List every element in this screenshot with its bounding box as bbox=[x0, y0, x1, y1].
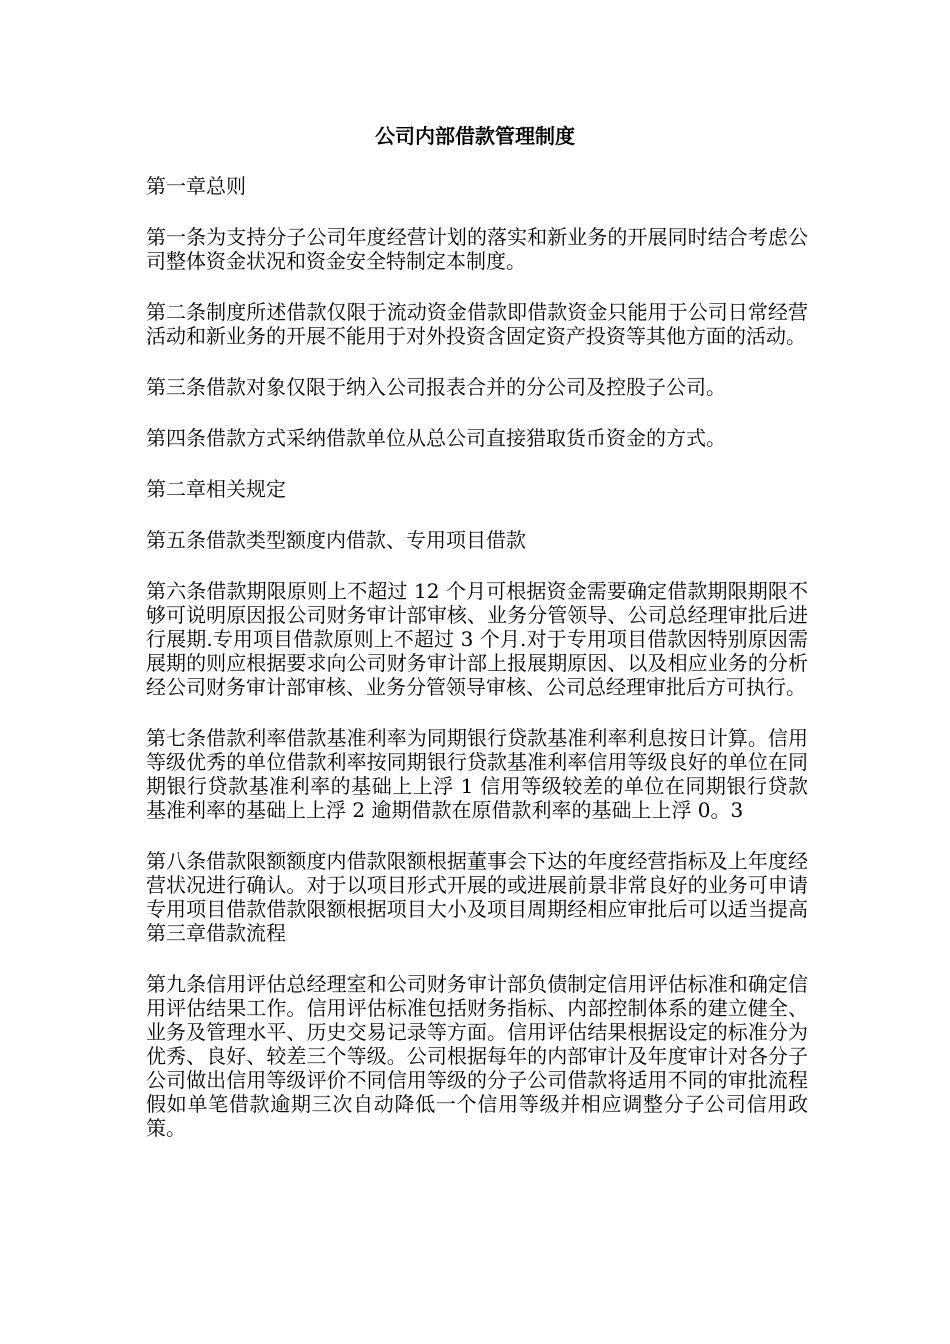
document-body bbox=[146, 174, 808, 1167]
article-9: 第九条信用评估总经理室和公司财务审计部负债制定信用评估标准和确定信用评估结果工作。信用评估标准包括财务指标、内部控制体系的建立健全、业务及管理水平、历史交易记录等方面。信用评估结果根据设定的标准分为优秀、良好、较差三个等级。公司根据每年的内部审计及年度审计对各分子公司做出信用等级评价不同信用等级的分子公司借款将适用不同的审批流程假如单笔借款逾期三次自动降低一个信用等级并相应调整分子公司信用政策。 bbox=[146, 972, 808, 1140]
article-4: 第四条借款方式采纳借款单位从总公司直接猎取货币资金的方式。 bbox=[146, 426, 726, 450]
article-1: 第一条为支持分子公司年度经营计划的落实和新业务的开展同时结合考虑公司整体资金状况和资金安全特制定本制度。 bbox=[146, 225, 808, 273]
article-7: 第七条借款利率借款基准利率为同期银行贷款基准利率利息按日计算。信用等级优秀的单位借款利率按同期银行贷款基准利率信用等级良好的单位在同期银行贷款基准利率的基础上上浮 1 信用等级较差的单位在同期银行贷款基准利率的基础上上浮 2 逾期借款在原借款利率的基础上上浮 0。3 bbox=[146, 726, 808, 822]
chapter-heading-2: 第二章相关规定 bbox=[146, 477, 286, 501]
article-5: 第五条借款类型额度内借款、专用项目借款 bbox=[146, 528, 526, 552]
document-title: 公司内部借款管理制度 bbox=[375, 124, 575, 148]
article-2: 第二条制度所述借款仅限于流动资金借款即借款资金只能用于公司日常经营活动和新业务的开展不能用于对外投资含固定资产投资等其他方面的活动。 bbox=[146, 300, 808, 348]
chapter-heading-1: 第一章总则 bbox=[146, 174, 246, 198]
article-3: 第三条借款对象仅限于纳入公司报表合并的分公司及控股子公司。 bbox=[146, 375, 726, 399]
article-6: 第六条借款期限原则上不超过 12 个月可根据资金需要确定借款期限期限不够可说明原因报公司财务审计部审核、业务分管领导、公司总经理审批后进行展期.专用项目借款原则上不超过 3 个月.对于专用项目借款因特别原因需展期的则应根据要求向公司财务审计部上报展期原因、以及相应业务的分析经公司财务审计部审核、业务分管领导审核、公司总经理审批后方可执行。 bbox=[146, 579, 808, 699]
article-8: 第八条借款限额额度内借款限额根据董事会下达的年度经营指标及上年度经营状况进行确认。对于以项目形式开展的或进展前景非常良好的业务可申请专用项目借款借款限额根据项目大小及项目周期经相应审批后可以适当提高第三章借款流程 bbox=[146, 849, 808, 945]
